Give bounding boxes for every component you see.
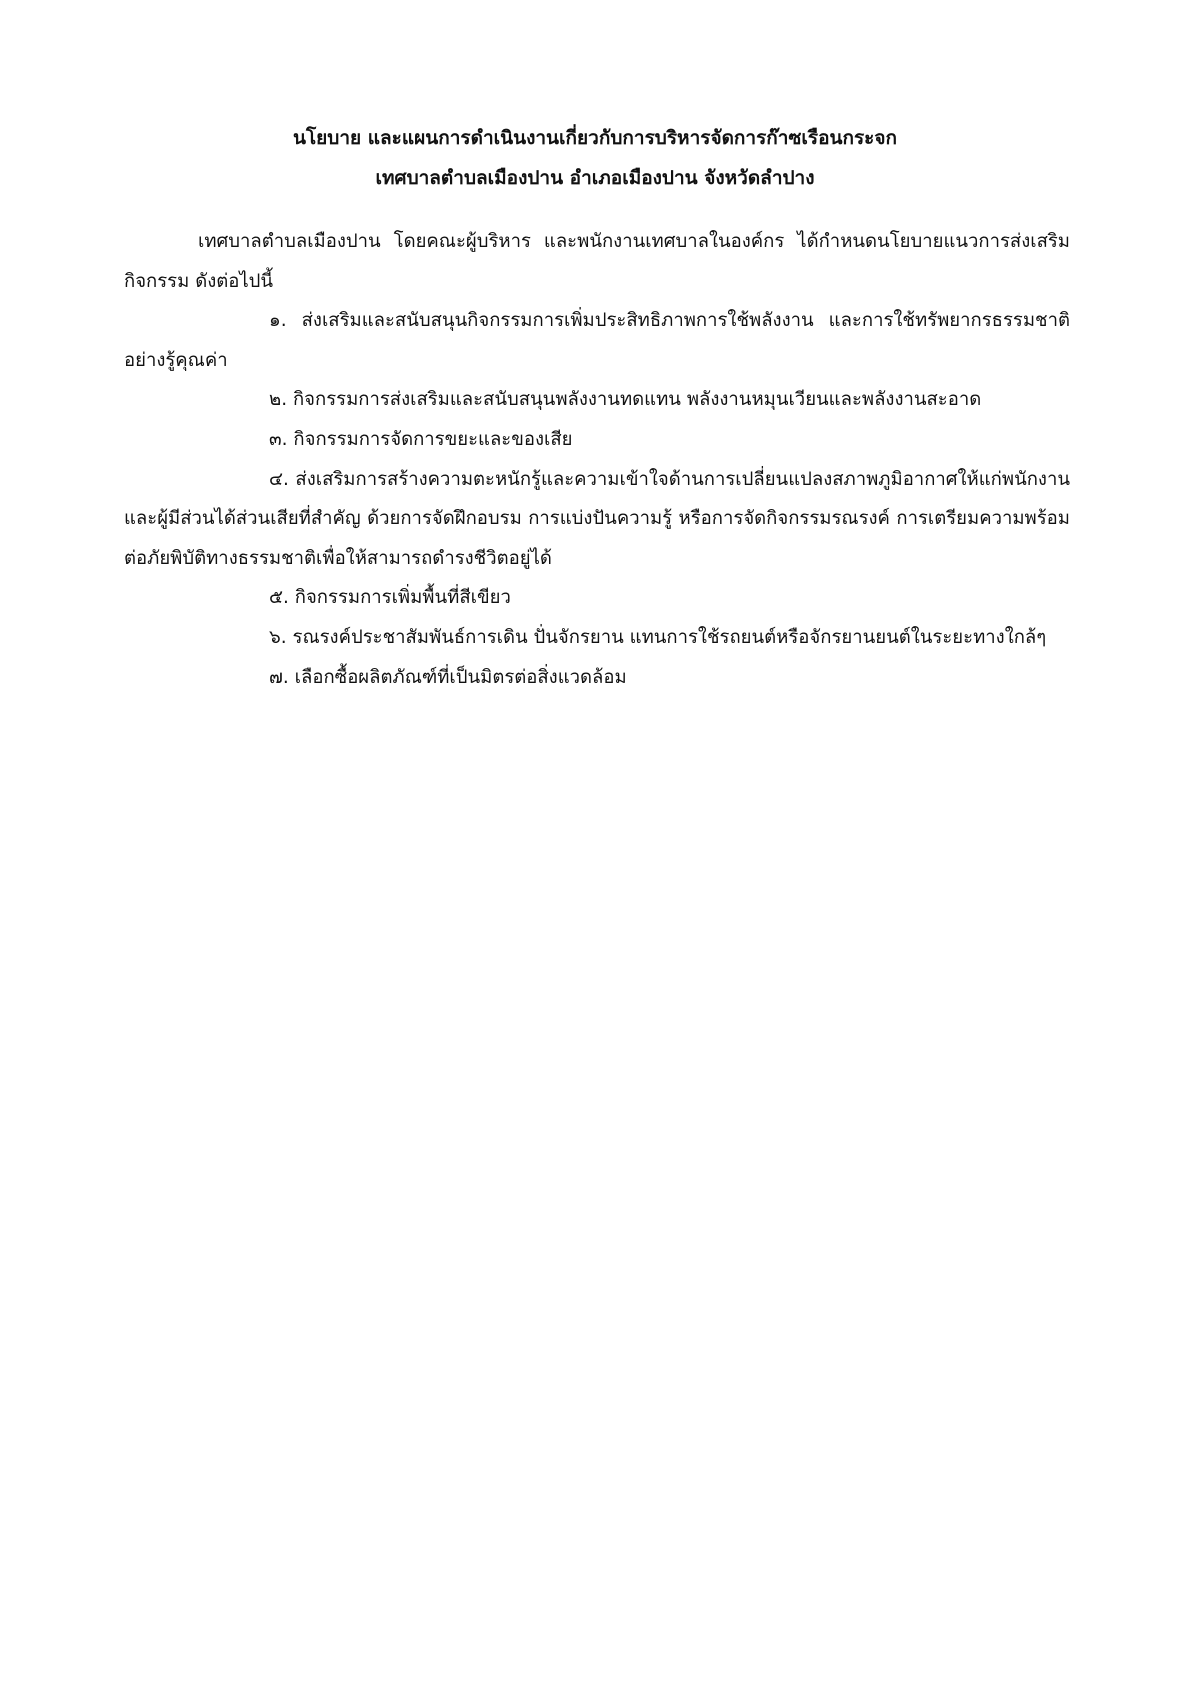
policy-item-5: ๕. กิจกรรมการเพิ่มพื้นที่สีเขียว [269,587,511,609]
title-line-2: เทศบาลตำบลเมืองปาน อำเภอเมืองปาน จังหวัดลำปาง [375,167,815,189]
document-body [124,222,1070,697]
policy-item-4: ๔. ส่งเสริมการสร้างความตะหนักรู้และความเข้าใจด้านการเปลี่ยนแปลงสภาพภูมิอากาศให้แก่พนักงานและผู้มีส่วนได้ส่วนเสียที่สำคัญ ด้วยการจัดฝึกอบรม การแบ่งปันความรู้ หรือการจัดกิจกรรมรณรงค์ การเตรียมความพร้อมต่อภัยพิบัติทางธรรมชาติเพื่อให้สามารถดำรงชีวิตอยู่ได้ [124,468,1070,569]
policy-item-7: ๗. เลือกซื้อผลิตภัณฑ์ที่เป็นมิตรต่อสิ่งแวดล้อม [269,666,627,688]
policy-item-3: ๓. กิจกรรมการจัดการขยะและของเสีย [269,428,573,450]
document-title [0,118,1190,198]
policy-item-2: ๒. กิจกรรมการส่งเสริมและสนับสนุนพลังงานทดแทน พลังงานหมุนเวียนและพลังงานสะอาด [269,389,982,411]
title-line-1: นโยบาย และแผนการดำเนินงานเกี่ยวกับการบริหารจัดการก๊าซเรือนกระจก [292,127,898,149]
policy-item-1: ๑. ส่งเสริมและสนับสนุนกิจกรรมการเพิ่มประสิทธิภาพการใช้พลังงาน และการใช้ทรัพยากรธรรมชาติอย่างรู้คุณค่า [124,310,1070,371]
policy-item-6: ๖. รณรงค์ประชาสัมพันธ์การเดิน ปั่นจักรยาน แทนการใช้รถยนต์หรือจักรยานยนต์ในระยะทางใกล้ๆ [269,626,1047,648]
intro-paragraph: เทศบาลตำบลเมืองปาน โดยคณะผู้บริหาร และพนักงานเทศบาลในองค์กร ได้กำหนดนโยบายแนวการส่งเสริมกิจกรรม ดังต่อไปนี้ [124,231,1070,292]
